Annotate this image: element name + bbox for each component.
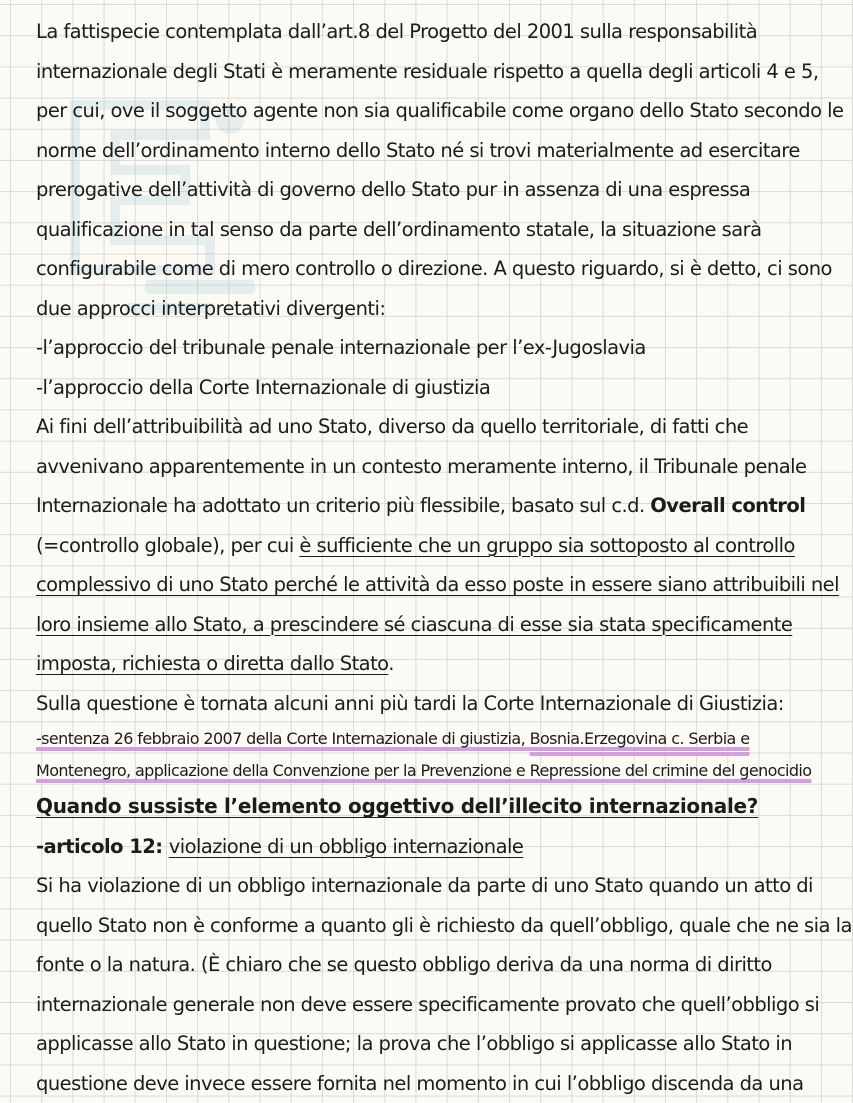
underlined-text: è sufficiente che un gruppo sia sottoposto al controllo [299,533,795,557]
text-line [36,644,836,684]
text-line: applicasse allo Stato in questione; la prova che l’obbligo si applicasse allo Stato in [36,1032,793,1055]
highlighted-text: -sentenza 26 febbraio 2007 della Corte Internazionale di giustizia, [36,729,530,748]
text-line [36,605,836,645]
text-line [36,827,836,867]
highlighted-text: Montenegro, applicazione della Convenzione per la Prevenzione e Repressione del crimine del genocidio [36,761,812,780]
text-line: internazionale generale non deve essere specificamente provato che quell’obbligo si [36,992,820,1016]
text-line: configurabile come di mero controllo o direzione. A questo riguardo, si è detto, ci sono [36,257,832,280]
text-line: fonte o la natura. (È chiaro che se questo obbligo deriva da una norma di diritto [36,953,772,976]
notes-page [36,12,852,1103]
text-line: Sulla questione è tornata alcuni anni più tardi la Corte Internazionale di Giustizia: [36,691,784,715]
underlined-text: loro insieme allo Stato, a prescindere sé ciascuna di esse sia stata specificamente [36,612,793,636]
underlined-text: imposta, richiesta o diretta dallo Stato [36,652,389,675]
text-line [36,723,836,755]
text-line: per cui, ove il soggetto agente non sia qualificabile come organo dello Stato secondo le [36,99,844,122]
text-line: due approcci interpretativi divergenti: [36,296,386,320]
text-segment: Internazionale ha adottato un criterio più flessibile, basato sul c.d. [36,494,651,517]
bold-term: Overall control [650,494,806,517]
text-line: Si ha violazione di un obbligo internazionale da parte di uno Stato quando un atto di [36,874,813,897]
text-line [36,565,839,605]
list-item: -l’approccio del tribunale penale internazionale per l’ex-Jugoslavia [36,336,646,359]
text-segment: . [388,652,394,675]
underlined-text: complessivo di uno Stato perché le attività da esso poste in essere siano attribuibili nel [36,573,839,596]
text-line: questione deve invece essere fornita nel momento in cui l’obbligo discenda da una [36,1071,804,1095]
text-line: avvenivano apparentemente in un contesto meramente interno, il Tribunale penale [36,454,807,478]
text-line [36,755,836,787]
text-line: La fattispecie contemplata dall’art.8 del Progetto del 2001 sulla responsabilità [36,20,758,43]
list-item: -l’approccio della Corte Internazionale di giustizia [36,375,491,399]
highlighted-text: Bosnia.Erzegovina c. Serbia e [529,729,750,748]
text-line: norme dell’ordinamento interno dello Stato né si trovi materialmente ad esercitare [36,138,800,162]
text-line: Ai fini dell’attribuibilità ad uno Stato, diverso da quello territoriale, di fatti che [36,415,749,438]
text-line: qualificazione in tal senso da parte dell’ordinamento statale, la situazione sarà [36,217,762,241]
text-line: prerogative dell’attività di governo dello Stato pur in assenza di una espressa [36,178,751,201]
underlined-text: violazione di un obbligo internazionale [168,834,524,858]
section-heading: Quando sussiste l’elemento oggettivo dell’illecito internazionale? [36,794,759,818]
text-line [36,526,836,566]
text-line [36,486,836,526]
text-line: quello Stato non è conforme a quanto gli è richiesto da quell’obbligo, quale che ne sia la [36,913,852,937]
text-line: internazionale degli Stati è meramente residuale rispetto a quella degli articoli 4 e 5, [36,59,819,83]
text-segment: (=controllo globale), per cui [36,533,300,557]
article-label: -articolo 12: [36,834,169,858]
